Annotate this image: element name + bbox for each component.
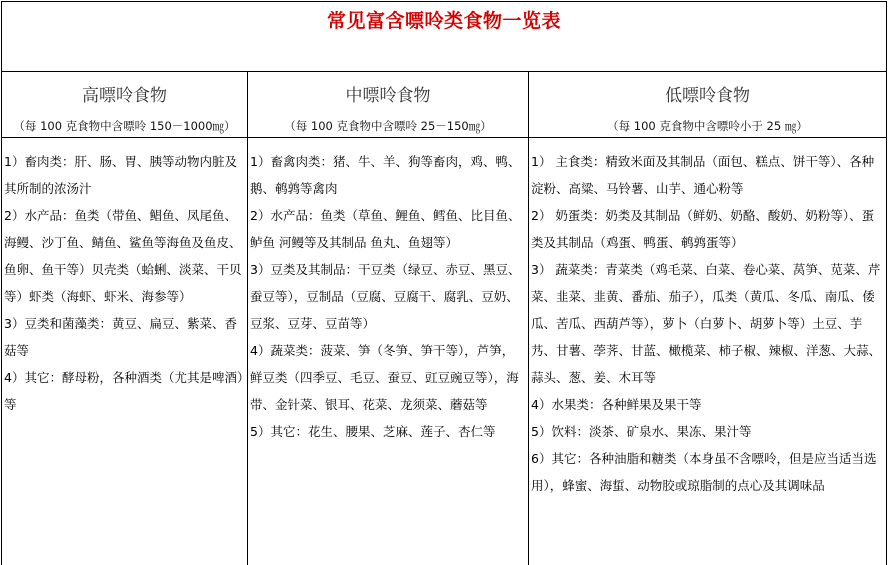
list-item: 3）豆类和菌藻类：黄豆、扁豆、紫菜、香菇等 (4, 316, 237, 358)
column-high-purine (1, 71, 247, 565)
list-item: 5）其它：花生、腰果、芝麻、莲子、杏仁等 (250, 424, 496, 439)
column-subheading: （每 100 克食物中含嘌呤 25－150㎎） (284, 119, 492, 133)
table-title-row (1, 1, 887, 71)
list-item: 6）其它：各种油脂和糖类（本身虽不含嘌呤，但是应当适当选用），蜂蜜、海蜇、动物胶或琼脂制的点心及其调味品 (531, 451, 877, 493)
list-item: 2）水产品：鱼类（草鱼、鲤鱼、鳕鱼、比目鱼、鲈鱼 河鳗等及其制品 鱼丸、鱼翅等） (250, 208, 521, 250)
list-item: 2） 奶蛋类：奶类及其制品（鲜奶、奶酪、酸奶、奶粉等）、蛋类及其制品（鸡蛋、鸭蛋、鹌鹑蛋等） (531, 208, 875, 250)
column-subheading: （每 100 克食物中含嘌呤 150－1000㎎） (13, 119, 236, 133)
list-item: 1） 主食类：精致米面及其制品（面包、糕点、饼干等）、各种淀粉、高粱、马铃薯、山芋、通心粉等 (531, 154, 875, 196)
column-body (529, 138, 886, 565)
list-item: 3） 蔬菜类：青菜类（鸡毛菜、白菜、卷心菜、莴笋、苋菜、芹菜、韭菜、韭黄、番茄、茄子），瓜类（黄瓜、冬瓜、南瓜、倭瓜、苦瓜、西葫芦等），萝卜（白萝卜、胡萝卜等）土豆、芋艿、甘薯、荸荠、甘蓝、橄榄菜、柿子椒、辣椒、洋葱、大蒜、蒜头、葱、姜、木耳等 (531, 262, 882, 385)
list-item: 3）豆类及其制品：干豆类（绿豆、赤豆、黑豆、蚕豆等），豆制品（豆腐、豆腐干、腐乳、豆奶、豆浆、豆芽、豆苗等） (250, 262, 521, 331)
list-item: 4）蔬菜类：菠菜、笋（冬笋、笋干等），芦笋，鲜豆类（四季豆、毛豆、蚕豆、豇豆豌豆等），海带、金针菜、银耳、花菜、龙须菜、蘑菇等 (250, 343, 519, 412)
column-header (248, 72, 528, 138)
column-low-purine (528, 71, 887, 565)
list-item: 4）其它：酵母粉，各种酒类（尤其是啤酒）等 (4, 370, 244, 412)
list-item: 4）水果类：各种鲜果及果干等 (531, 397, 702, 412)
column-heading: 高嘌呤食物 (82, 86, 167, 106)
table-columns (1, 71, 887, 565)
column-subheading: （每 100 克食物中含嘌呤小于 25 ㎎） (607, 119, 808, 133)
list-item: 1）畜肉类：肝、肠、胃、胰等动物内脏及其所制的浓汤汁 (4, 154, 237, 196)
column-body (248, 138, 528, 565)
list-item: 1）畜禽肉类：猪、牛、羊、狗等畜肉，鸡、鸭、鹅、鹌鹑等禽肉 (250, 154, 521, 196)
column-medium-purine (247, 71, 528, 565)
column-heading: 低嘌呤食物 (665, 86, 750, 106)
list-item: 2）水产品：鱼类（带鱼、鲳鱼、凤尾鱼、海鳗、沙丁鱼、鲭鱼、鲨鱼等海鱼及鱼皮、鱼卵、鱼干等）贝壳类（蛤蜊、淡菜、干贝等）虾类（海虾、虾米、海参等） (4, 208, 242, 304)
column-header (529, 72, 886, 138)
column-heading: 中嘌呤食物 (345, 86, 431, 106)
column-body (2, 138, 247, 565)
column-header (2, 72, 247, 138)
page-title: 常见富含嘌呤类食物一览表 (326, 10, 561, 32)
list-item: 5）饮料：淡茶、矿泉水、果冻、果汁等 (531, 424, 752, 439)
